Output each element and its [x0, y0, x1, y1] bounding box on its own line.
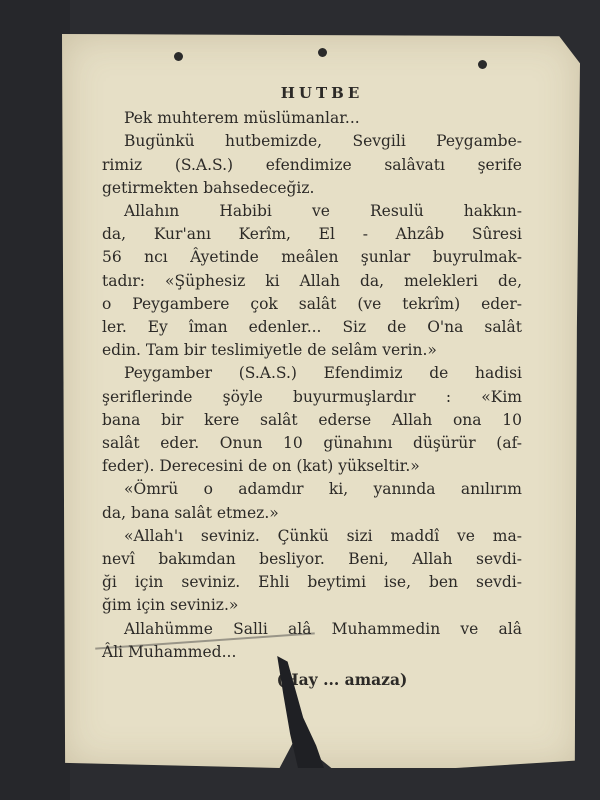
text-line: da, Kur'anı Kerîm, El - Ahzâb Sûresi	[102, 225, 522, 244]
background	[0, 0, 70, 800]
text-line: şeriflerinde şöyle buyurmuşlardır : «Kim	[102, 387, 522, 406]
punch-hole	[478, 60, 487, 69]
text-line: tadır: «Şüphesiz ki Allah da, melekleri de,	[102, 271, 522, 290]
punch-hole	[318, 48, 327, 57]
sermon-text	[102, 82, 522, 691]
text-line: salât eder. Onun 10 günahını düşürür (af-	[102, 434, 522, 453]
document-title: HUTBE	[280, 84, 364, 102]
closing-reference: (Hay ... amaza)	[276, 670, 408, 690]
punch-hole	[174, 52, 183, 61]
text-line: bana bir kere salât ederse Allah ona 10	[102, 410, 522, 429]
text-line: «Allah'ı seviniz. Çünkü sizi maddî ve ma-	[124, 526, 522, 545]
text-line: feder). Derecesini de on (kat) yükseltir.»	[102, 457, 420, 476]
text-line: o Peygambere çok salât (ve tekrîm) eder-	[102, 294, 522, 313]
text-line: Allahın Habibi ve Resulü hakkın-	[124, 202, 522, 221]
text-line: ler. Ey îman edenler... Siz de O'na salât	[102, 318, 522, 337]
text-line: nevî bakımdan besliyor. Beni, Allah sevdi-	[102, 550, 522, 569]
text-line: rimiz (S.A.S.) efendimize salâvatı şerife	[102, 155, 522, 174]
text-line: da, bana salât etmez.»	[102, 503, 279, 522]
text-line: Âli Muhammed...	[102, 642, 237, 661]
text-line: Pek muhterem müslümanlar...	[124, 109, 360, 128]
text-line: ği için seviniz. Ehli beytimi ise, ben sevdi-	[102, 573, 522, 592]
text-line: edin. Tam bir teslimiyetle de selâm verin.»	[102, 341, 437, 360]
text-line: Peygamber (S.A.S.) Efendimiz de hadisi	[124, 364, 522, 383]
text-line: ğim için seviniz.»	[102, 596, 239, 615]
text-line: Allahümme Salli alâ Muhammedin ve alâ	[124, 619, 522, 638]
text-line: «Ömrü o adamdır ki, yanında anılırım	[124, 480, 522, 499]
text-line: 56 ncı Âyetinde meâlen şunlar buyrulmak-	[102, 248, 522, 267]
text-line: Bugünkü hutbemizde, Sevgili Peygambe-	[124, 132, 522, 151]
text-line: getirmekten bahsedeceğiz.	[102, 178, 315, 197]
